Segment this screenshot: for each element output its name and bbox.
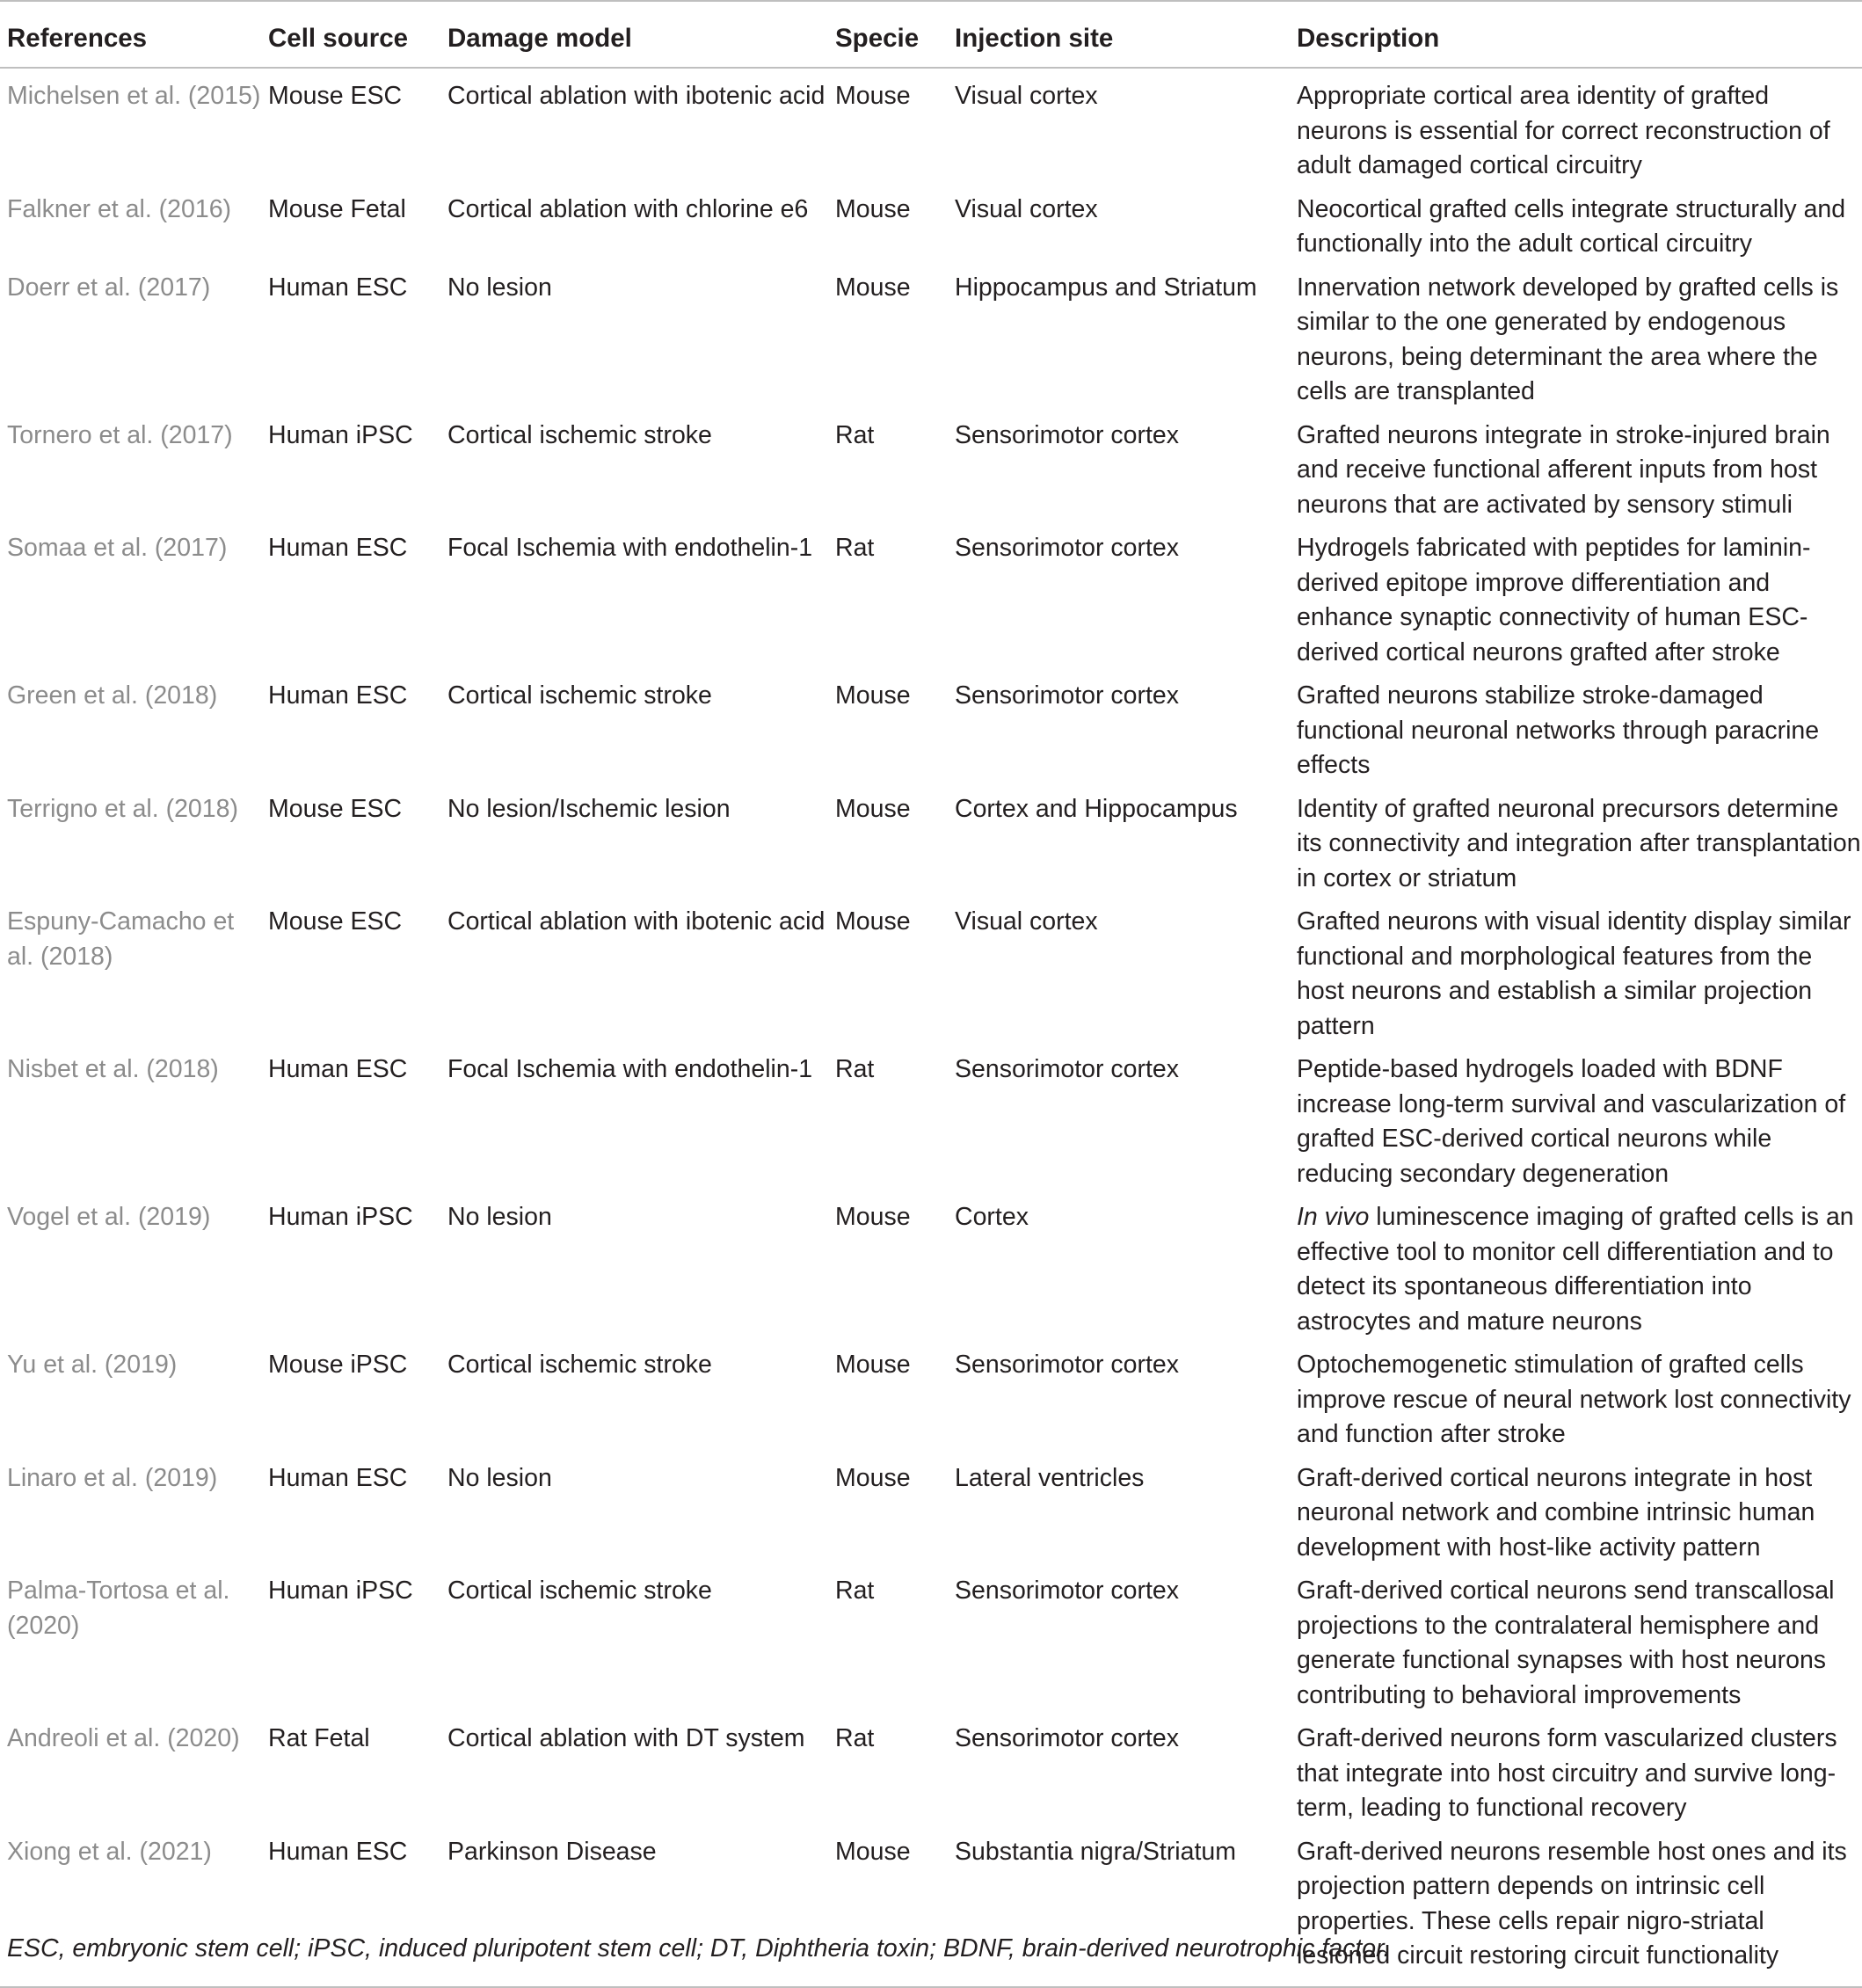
header-injection-site: Injection site <box>948 1 1290 68</box>
table-row <box>0 674 1862 788</box>
description-italic-text: In vivo <box>1297 1203 1370 1231</box>
cell-specie: Rat <box>835 420 875 449</box>
cell-damage-model: No lesion <box>447 1203 552 1231</box>
table-row <box>0 527 1862 674</box>
cell-injection-site: Sensorimotor cortex <box>955 1351 1180 1379</box>
cell-specie: Rat <box>835 1724 875 1752</box>
cell-source: Human ESC <box>268 681 408 710</box>
table-header-row <box>0 1 1862 68</box>
cell-specie: Mouse <box>835 794 911 823</box>
cell-reference: Michelsen et al. (2015) <box>7 82 261 110</box>
cell-injection-site: Visual cortex <box>955 194 1098 223</box>
cell-specie: Mouse <box>835 1351 911 1379</box>
cell-source: Mouse ESC <box>268 82 403 110</box>
cell-description: Peptide-based hydrogels loaded with BDNF increase long-term survival and vascularization of grafted ESC-derived cortical neurons while reducing secondary degeneration <box>1297 1055 1846 1188</box>
cell-reference: Yu et al. (2019) <box>7 1351 178 1379</box>
cell-reference: Falkner et al. (2016) <box>7 194 232 223</box>
cell-source: Human ESC <box>261 1831 440 1987</box>
cell-damage-model: Focal Ischemia with endothelin-1 <box>447 534 813 562</box>
cell-reference: Tornero et al. (2017) <box>7 420 233 449</box>
table-row <box>0 414 1862 528</box>
table-row <box>0 1569 1862 1717</box>
cell-description: Grafted neurons with visual identity display similar functional and morphological features from the host neurons and establish a similar projection pattern <box>1297 907 1851 1040</box>
table-row <box>0 788 1862 901</box>
cell-description: Innervation network developed by grafted cells is similar to the one generated by endogenous neurons, being determinant the area where the cells are transplanted <box>1297 273 1839 405</box>
table-row <box>0 1717 1862 1831</box>
cell-injection-site: Visual cortex <box>955 907 1098 936</box>
cell-damage-model: No lesion/Ischemic lesion <box>447 794 731 823</box>
cell-source: Human iPSC <box>268 1203 413 1231</box>
cell-description: Appropriate cortical area identity of grafted neurons is essential for correct reconstruction of adult damaged cortical circuitry <box>1297 82 1830 179</box>
cell-reference: Linaro et al. (2019) <box>7 1463 218 1492</box>
cell-description: Graft-derived neurons form vascularized clusters that integrate into host circuitry and survive long-term, leading to functional recovery <box>1297 1724 1837 1822</box>
cell-description <box>1290 1196 1862 1344</box>
cell-source: Human ESC <box>268 1463 408 1492</box>
cell-injection-site: Visual cortex <box>955 82 1098 110</box>
cell-reference: Andreoli et al. (2020) <box>7 1724 240 1752</box>
cell-source: Mouse Fetal <box>268 194 406 223</box>
cell-description: Identity of grafted neuronal precursors determine its connectivity and integration after transplantation in cortex or striatum <box>1297 794 1861 892</box>
cell-specie: Mouse <box>828 1831 948 1987</box>
cell-source: Mouse ESC <box>268 794 403 823</box>
cell-description: Optochemogenetic stimulation of grafted cells improve rescue of neural network lost connectivity and function after stroke <box>1297 1351 1851 1448</box>
cell-damage-model: Cortical ischemic stroke <box>447 1351 712 1379</box>
cell-damage-model: No lesion <box>447 1463 552 1492</box>
header-description: Description <box>1290 1 1862 68</box>
cell-injection-site: Sensorimotor cortex <box>955 1724 1180 1752</box>
cell-specie: Mouse <box>835 907 911 936</box>
cell-specie: Rat <box>835 1055 875 1083</box>
cell-injection-site: Cortex <box>955 1203 1029 1231</box>
cell-specie: Mouse <box>835 681 911 710</box>
cell-reference: Green et al. (2018) <box>7 681 218 710</box>
cell-source: Mouse iPSC <box>268 1351 408 1379</box>
cell-injection-site: Substantia nigra/Striatum <box>948 1831 1290 1987</box>
cell-damage-model: Cortical ischemic stroke <box>447 681 712 710</box>
cell-reference: Somaa et al. (2017) <box>7 534 228 562</box>
cell-specie: Mouse <box>835 1203 911 1231</box>
table-row <box>0 68 1862 188</box>
cell-damage-model: Cortical ablation with ibotenic acid <box>447 907 826 936</box>
cell-damage-model: Cortical ablation with DT system <box>447 1724 805 1752</box>
cell-injection-site: Cortex and Hippocampus <box>955 794 1238 823</box>
cell-injection-site: Sensorimotor cortex <box>955 1055 1180 1083</box>
description-text: luminescence imaging of grafted cells is an effective tool to monitor cell differentiation and to detect its spontaneous differentiation into astrocytes and mature neurons <box>1297 1203 1854 1336</box>
cell-source: Human ESC <box>268 1055 408 1083</box>
table-row <box>0 1048 1862 1196</box>
cell-description: Grafted neurons stabilize stroke-damaged functional neuronal networks through paracrine effects <box>1297 681 1820 779</box>
cell-reference: Espuny-Camacho et al. (2018) <box>7 907 235 971</box>
table-row <box>0 1457 1862 1570</box>
cell-damage-model: Focal Ischemia with endothelin-1 <box>447 1055 813 1083</box>
header-references: References <box>0 1 261 68</box>
cell-source: Human iPSC <box>268 1577 413 1605</box>
cell-damage-model: Cortical ischemic stroke <box>447 420 712 449</box>
table-row <box>0 900 1862 1048</box>
cell-damage-model: Cortical ischemic stroke <box>447 1577 712 1605</box>
cell-specie: Rat <box>835 534 875 562</box>
cell-specie: Mouse <box>835 1463 911 1492</box>
cell-source: Human ESC <box>268 534 408 562</box>
cell-specie: Mouse <box>835 194 911 223</box>
cell-injection-site: Sensorimotor cortex <box>955 1577 1180 1605</box>
cell-reference: Nisbet et al. (2018) <box>7 1055 219 1083</box>
header-cell-source: Cell source <box>261 1 440 68</box>
cell-description: Hydrogels fabricated with peptides for laminin-derived epitope improve differentiation and enhance synaptic connectivity of human ESC-derived cortical neurons grafted after stroke <box>1297 534 1811 666</box>
cell-source: Rat Fetal <box>268 1724 370 1752</box>
cell-damage-model: Parkinson Disease <box>440 1831 828 1987</box>
table-row <box>0 1196 1862 1344</box>
cell-injection-site: Hippocampus and Striatum <box>955 273 1257 302</box>
cell-reference: Terrigno et al. (2018) <box>7 794 238 823</box>
cell-description: Neocortical grafted cells integrate structurally and functionally into the adult cortical circuitry <box>1297 194 1846 258</box>
cell-specie: Mouse <box>835 82 911 110</box>
header-specie: Specie <box>828 1 948 68</box>
cell-description: Graft-derived cortical neurons send transcallosal projections to the contralateral hemisphere and generate functional synapses with host neurons contributing to behavioral improvements <box>1297 1577 1835 1709</box>
table-row <box>0 1344 1862 1457</box>
cell-reference: Vogel et al. (2019) <box>7 1203 211 1231</box>
cell-injection-site: Sensorimotor cortex <box>955 420 1180 449</box>
cell-description: Graft-derived neurons resemble host ones and its projection pattern depends on intrinsic cell properties. These cells repair nigro-striatal lesioned circuit restoring circuit functionality <box>1290 1831 1862 1987</box>
cell-injection-site: Lateral ventricles <box>955 1463 1145 1492</box>
cell-source: Human ESC <box>268 273 408 302</box>
cell-reference: Palma-Tortosa et al. (2020) <box>7 1577 230 1640</box>
header-damage-model: Damage model <box>440 1 828 68</box>
cell-reference: Doerr et al. (2017) <box>7 273 211 302</box>
cell-damage-model: Cortical ablation with ibotenic acid <box>447 82 826 110</box>
cell-source: Mouse ESC <box>268 907 403 936</box>
cell-damage-model: Cortical ablation with chlorine e6 <box>447 194 809 223</box>
cell-description: Grafted neurons integrate in stroke-injured brain and receive functional afferent inputs from host neurons that are activated by sensory stimuli <box>1297 420 1830 519</box>
cell-source: Human iPSC <box>268 420 413 449</box>
cell-injection-site: Sensorimotor cortex <box>955 534 1180 562</box>
table-footnote: ESC, embryonic stem cell; iPSC, induced pluripotent stem cell; DT, Diphtheria toxin; BDNF, brain-derived neurotrophic factor. <box>7 1934 1391 1963</box>
cell-reference: Xiong et al. (2021) <box>0 1831 261 1987</box>
cell-specie: Rat <box>835 1577 875 1605</box>
cell-specie: Mouse <box>835 273 911 302</box>
cell-injection-site: Sensorimotor cortex <box>955 681 1180 710</box>
cell-damage-model: No lesion <box>447 273 552 302</box>
cell-description: Graft-derived cortical neurons integrate in host neuronal network and combine intrinsic human development with host-like activity pattern <box>1297 1463 1815 1562</box>
table-row <box>0 188 1862 266</box>
table-row <box>0 266 1862 414</box>
